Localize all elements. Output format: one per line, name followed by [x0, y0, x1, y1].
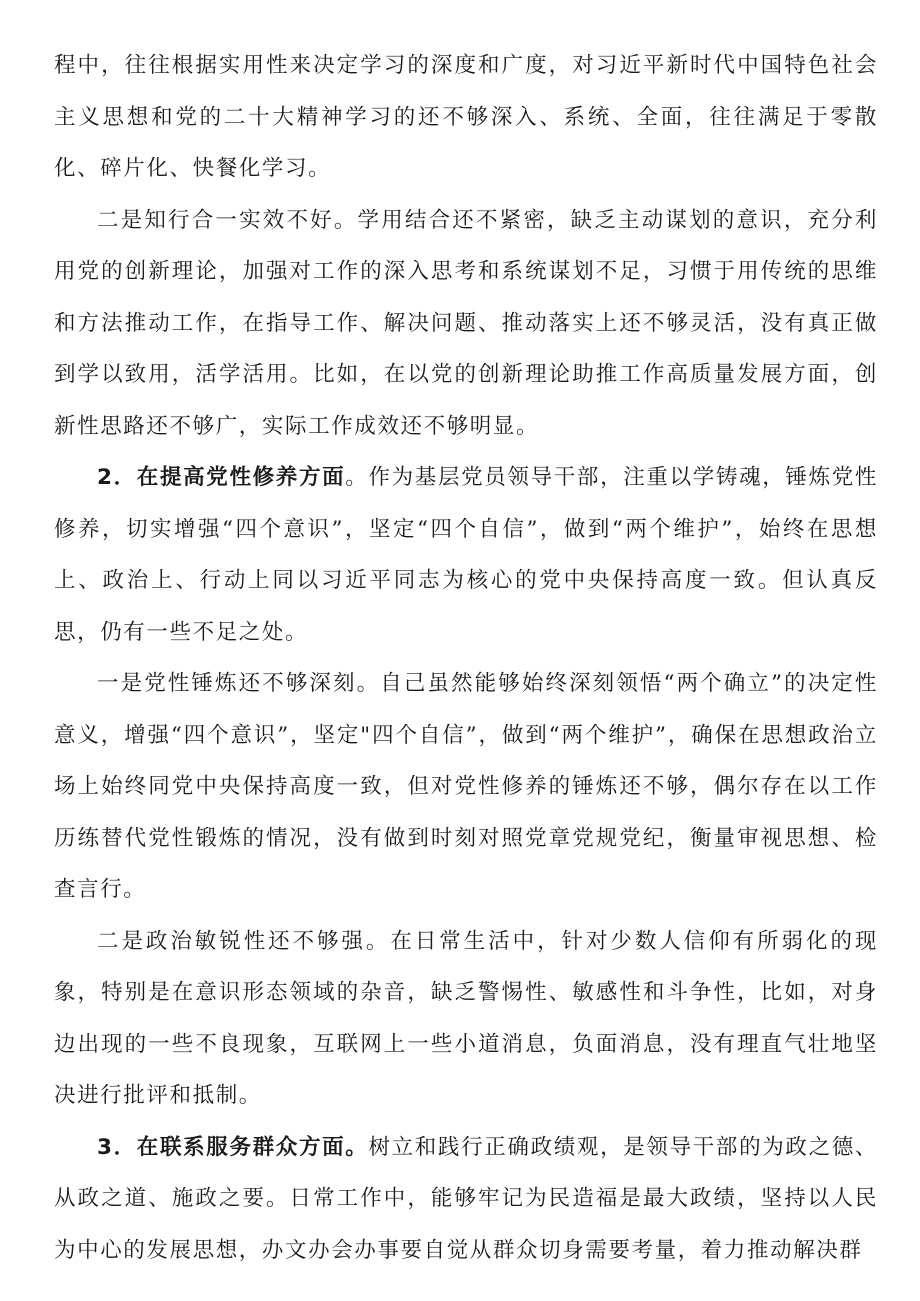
- section-body-serving-masses: 树立和践行正确政绩观，是领导干部的为政之德、从政之道、施政之要。日常工作中，能够牢记为民造福是最大政绩，坚持以人民为中心的发展思想，办文办会办事要自觉从群众切身需要考量，着力推动解决群: [54, 1134, 878, 1263]
- paragraph-party-tempering: 一是党性锤炼还不够深刻。自己虽然能够始终深刻领悟“两个确立”的决定性意义，增强“四个意识”，坚定"四个自信”，做到“两个维护”，确保在思想政治立场上始终同党中央保持高度一致，但对党性修养的锤炼还不够，偶尔存在以工作历练替代党性锻炼的情况，没有做到时刻对照党章党规党纪，衡量审视思想、检查言行。: [54, 671, 878, 902]
- paragraph-continuation: 程中，往往根据实用性来决定学习的深度和广度，对习近平新时代中国特色社会主义思想和党的二十大精神学习的还不够深入、系统、全面，往往满足于零散化、碎片化、快餐化学习。: [54, 53, 878, 181]
- section-body-party-spirit: 。作为基层党员领导干部，注重以学铸魂，锤炼党性修养，切实增强“四个意识”，坚定“四个自信”，做到“两个维护”，始终在思想上、政治上、行动上同以习近平同志为核心的党中央保持高度一致。但认真反思，仍有一些不足之处。: [54, 465, 879, 645]
- section-heading-serving-masses: 3．在联系服务群众方面。: [97, 1134, 369, 1160]
- section-heading-party-spirit: 2．在提高党性修养方面: [97, 465, 346, 490]
- paragraph-knowledge-action: 二是知行合一实效不好。学用结合还不紧密，缺乏主动谋划的意识，充分利用党的创新理论，加强对工作的深入思考和系统谋划不足，习惯于用传统的思维和方法推动工作，在指导工作、解决问题、推动落实上还不够灵活，没有真正做到学以致用，活学活用。比如，在以党的创新理论助推工作高质量发展方面，创新性思路还不够广，实际工作成效还不够明显。: [54, 207, 878, 439]
- paragraph-serving-masses: [54, 1122, 878, 1277]
- paragraph-political-sensitivity: 二是政治敏锐性还不够强。在日常生活中，针对少数人信仰有所弱化的现象，特别是在意识形态领域的杂音，缺乏警惕性、敏感性和斗争性，比如，对身边出现的一些不良现象，互联网上一些小道消息，负面消息，没有理直气壮地坚决进行批评和抵制。: [54, 928, 878, 1108]
- document-page: [54, 40, 878, 1276]
- paragraph-party-spirit: [54, 452, 878, 658]
